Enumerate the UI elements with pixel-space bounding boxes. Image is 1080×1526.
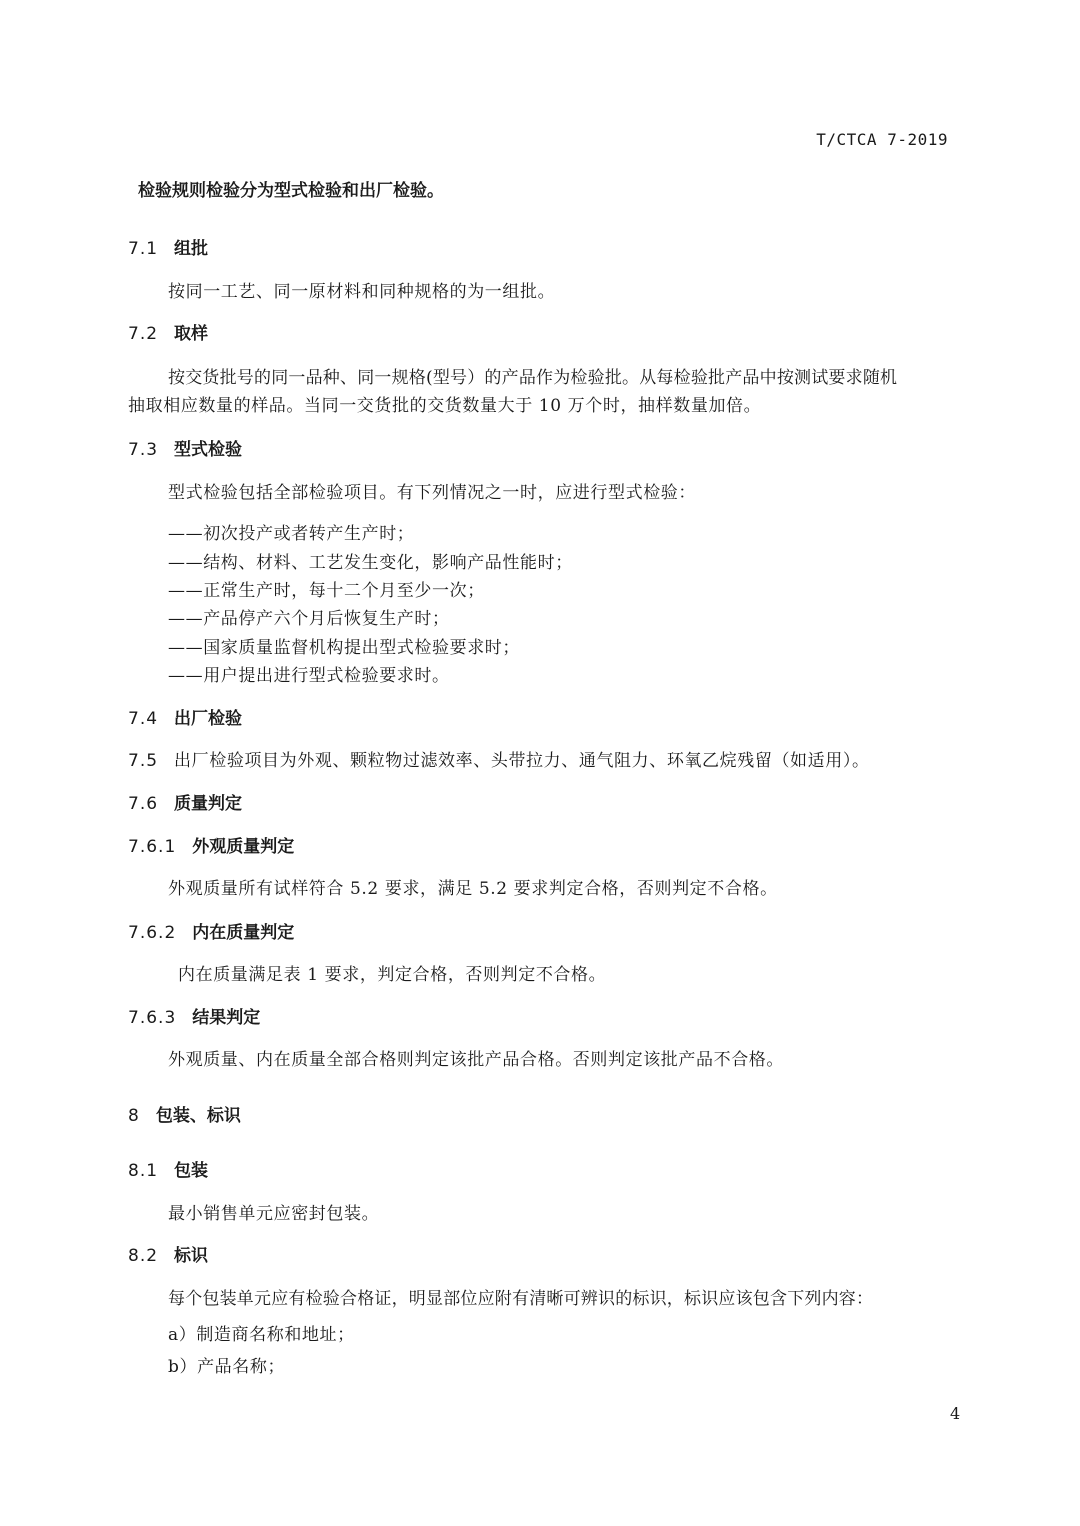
list-item: ——国家质量监督机构提出型式检验要求时； (168, 638, 520, 658)
section-8-2-text: 每个包装单元应有检验合格证，明显部位应附有清晰可辨识的标识，标识应该包含下列内容： (168, 1289, 874, 1309)
list-item: b）产品名称； (168, 1357, 286, 1377)
section-7-2-text-line1: 按交货批号的同一品种、同一规格(型号）的产品作为检验批。从每检验批产品中按测试要求随机 (168, 368, 898, 388)
section-number: 7.6 (128, 794, 159, 814)
section-title: 外观质量判定 (192, 837, 295, 857)
section-title: 内在质量判定 (192, 923, 295, 943)
section-number: 7.4 (128, 709, 159, 729)
section-8-1-text: 最小销售单元应密封包装。 (168, 1204, 380, 1224)
section-7-1-heading (128, 234, 208, 259)
section-number: 7.3 (128, 440, 159, 460)
section-number: 8.1 (128, 1161, 159, 1181)
section-number: 7.6.1 (128, 837, 177, 857)
standard-number: T/CTCA 7-2019 (816, 130, 948, 149)
section-8-1-heading (128, 1156, 208, 1181)
section-7-3-heading (128, 435, 242, 460)
section-7-6-1-heading (128, 832, 294, 857)
section-title: 包装 (174, 1161, 209, 1181)
intro-heading: 检验规则检验分为型式检验和出厂检验。 (138, 181, 444, 201)
list-item: ——用户提出进行型式检验要求时。 (168, 666, 450, 686)
section-7-2-heading (128, 319, 208, 344)
section-number: 7.5 (128, 751, 159, 771)
section-number: 8 (128, 1106, 140, 1126)
section-7-6-2-heading (128, 918, 294, 943)
section-7-4-heading (128, 704, 242, 729)
section-7-3-text: 型式检验包括全部检验项目。有下列情况之一时，应进行型式检验： (168, 483, 696, 503)
list-item: a）制造商名称和地址； (168, 1325, 355, 1345)
section-title: 质量判定 (174, 794, 243, 814)
section-title: 包装、标识 (155, 1106, 241, 1126)
section-7-5 (128, 746, 870, 771)
section-7-6-1-text: 外观质量所有试样符合 5.2 要求，满足 5.2 要求判定合格，否则判定不合格。 (168, 879, 778, 899)
section-number: 7.1 (128, 239, 159, 259)
section-8-heading (128, 1101, 241, 1126)
section-7-1-text: 按同一工艺、同一原材料和同种规格的为一组批。 (168, 282, 556, 302)
section-title: 标识 (174, 1246, 209, 1266)
section-8-2-heading (128, 1241, 208, 1266)
section-number: 7.2 (128, 324, 159, 344)
section-7-5-text: 出厂检验项目为外观、颗粒物过滤效率、头带拉力、通气阻力、环氧乙烷残留（如适用）。 (174, 751, 870, 771)
section-number: 8.2 (128, 1246, 159, 1266)
section-title: 结果判定 (192, 1008, 261, 1028)
section-title: 取样 (174, 324, 209, 344)
section-number: 7.6.2 (128, 923, 177, 943)
section-7-6-3-text: 外观质量、内在质量全部合格则判定该批产品合格。否则判定该批产品不合格。 (168, 1050, 784, 1070)
section-title: 型式检验 (174, 440, 243, 460)
section-title: 出厂检验 (174, 709, 243, 729)
list-item: ——初次投产或者转产生产时； (168, 524, 415, 544)
section-title: 组批 (174, 239, 209, 259)
section-number: 7.6.3 (128, 1008, 177, 1028)
section-7-6-3-heading (128, 1003, 260, 1028)
section-7-6-heading (128, 789, 242, 814)
list-item: ——正常生产时，每十二个月至少一次； (168, 581, 485, 601)
page-number: 4 (950, 1404, 961, 1423)
list-item: ——产品停产六个月后恢复生产时； (168, 609, 450, 629)
list-item: ——结构、材料、工艺发生变化，影响产品性能时； (168, 553, 573, 573)
section-7-6-2-text: 内在质量满足表 1 要求，判定合格，否则判定不合格。 (178, 965, 607, 985)
section-7-2-text-line2: 抽取相应数量的样品。当同一交货批的交货数量大于 10 万个时，抽样数量加倍。 (128, 396, 762, 416)
